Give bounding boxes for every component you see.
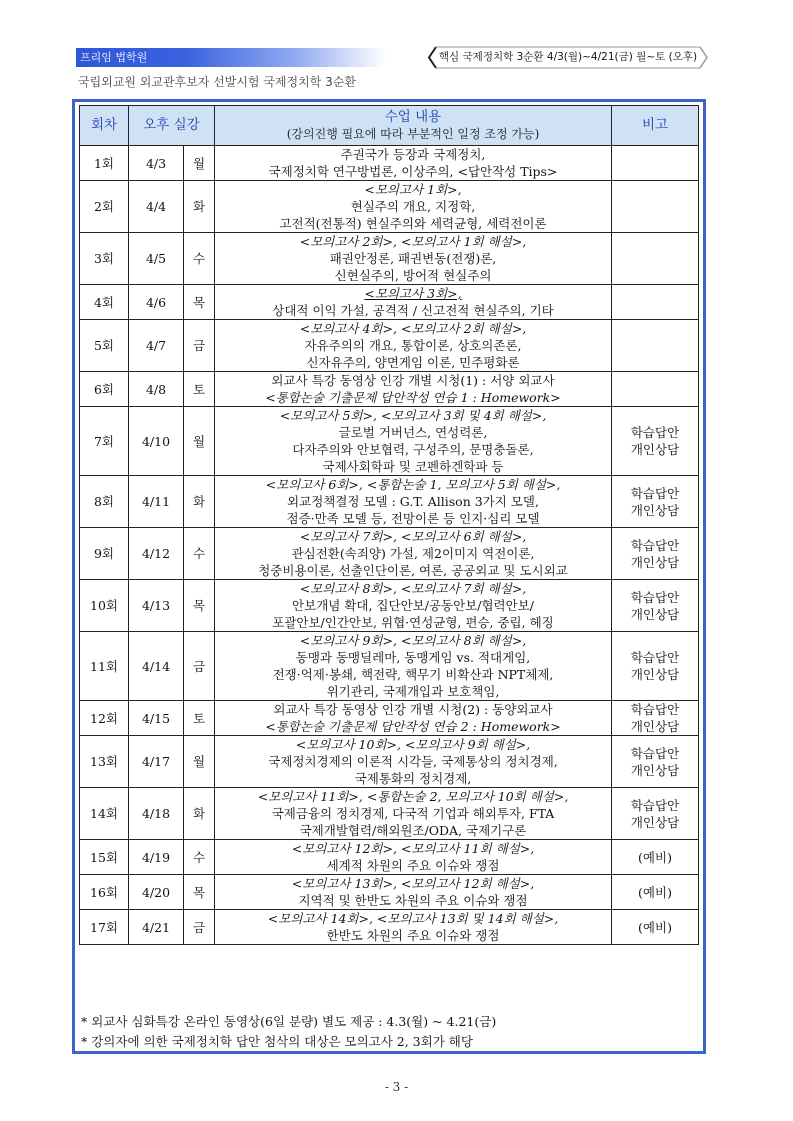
day-cell: 월 <box>184 146 215 181</box>
content-line: 전쟁·억제·봉쇄, 핵전략, 핵무기 비확산과 NPT체제, <box>272 667 554 682</box>
day-cell: 목 <box>184 285 215 320</box>
day-cell: 금 <box>184 910 215 945</box>
header-round: 회차 <box>80 106 129 146</box>
content-line: <모의고사 12회>, <모의고사 11회 해설>, <box>291 841 535 856</box>
header-remark: 비고 <box>612 106 699 146</box>
day-cell: 목 <box>184 580 215 632</box>
round-cell: 17회 <box>80 910 129 945</box>
round-cell: 8회 <box>80 476 129 528</box>
remark-cell: 학습답안 개인상담 <box>612 407 699 476</box>
table-row <box>80 580 699 632</box>
content-line: <모의고사 5회>, <모의고사 3회 및 4회 해설>, <box>279 408 547 423</box>
content-line: 청중비용이론, 선출인단이론, 여론, 공공외교 및 도시외교 <box>258 563 568 578</box>
content-line: 포괄안보/인간안보, 위협·연성균형, 편승, 중립, 헤징 <box>272 615 554 630</box>
round-cell: 7회 <box>80 407 129 476</box>
content-cell <box>215 580 612 632</box>
content-cell <box>215 476 612 528</box>
content-line: <모의고사 10회>, <모의고사 9회 해설>, <box>295 737 531 752</box>
header-content-subtitle: (강의진행 필요에 따라 부분적인 일정 조정 가능) <box>286 126 540 141</box>
date-cell: 4/5 <box>129 233 184 285</box>
remark-cell <box>612 285 699 320</box>
table-row <box>80 476 699 528</box>
content-line: 국제개발협력/해외원조/ODA, 국제기구론 <box>299 823 527 838</box>
date-cell: 4/17 <box>129 736 184 788</box>
page-subtitle: 국립외교원 외교관후보자 선발시험 국제정치학 3순환 <box>78 75 356 89</box>
date-cell: 4/14 <box>129 632 184 701</box>
table-row <box>80 910 699 945</box>
table-row <box>80 788 699 840</box>
round-cell: 3회 <box>80 233 129 285</box>
content-line: <통합논술 기출문제 답안작성 연습 1 : Homework> <box>265 390 561 405</box>
content-line: 국제금융의 정치경제, 다국적 기업과 해외투자, FTA <box>271 806 555 821</box>
content-cell <box>215 736 612 788</box>
remark-cell: 학습답안 개인상담 <box>612 580 699 632</box>
content-line: 한반도 차원의 주요 이슈와 쟁점 <box>326 928 500 943</box>
round-cell: 14회 <box>80 788 129 840</box>
round-cell: 13회 <box>80 736 129 788</box>
content-cell <box>215 528 612 580</box>
round-cell: 11회 <box>80 632 129 701</box>
remark-cell: 학습답안 개인상담 <box>612 701 699 736</box>
round-cell: 2회 <box>80 181 129 233</box>
date-cell: 4/19 <box>129 840 184 875</box>
date-cell: 4/12 <box>129 528 184 580</box>
content-line: 자유주의의 개요, 통합이론, 상호의존론, <box>304 338 522 353</box>
date-cell: 4/20 <box>129 875 184 910</box>
content-cell <box>215 788 612 840</box>
notes <box>81 1012 496 1052</box>
remark-cell: (예비) <box>612 875 699 910</box>
table-row <box>80 701 699 736</box>
content-line: 위기관리, 국제개입과 보호책임, <box>326 684 500 699</box>
date-cell: 4/8 <box>129 372 184 407</box>
content-line: 외교정책결정 모델 : G.T. Allison 3가지 모델, <box>287 494 539 509</box>
content-line: <모의고사 14회>, <모의고사 13회 및 14회 해설>, <box>267 911 559 926</box>
day-cell: 화 <box>184 788 215 840</box>
table-row <box>80 840 699 875</box>
header-content-title: 수업 내용 <box>384 108 442 125</box>
round-cell: 12회 <box>80 701 129 736</box>
day-cell: 금 <box>184 632 215 701</box>
remark-cell: 학습답안 개인상담 <box>612 632 699 701</box>
content-line: 외교사 특강 동영상 인강 개별 시청(1) : 서양 외교사 <box>271 373 555 388</box>
content-line: 상대적 이익 가설, 공격적 / 신고전적 현실주의, 기타 <box>272 303 554 318</box>
date-cell: 4/18 <box>129 788 184 840</box>
content-cell <box>215 632 612 701</box>
content-line: 관심전환(속죄양) 가설, 제2이미지 역전이론, <box>291 546 535 561</box>
content-cell <box>215 407 612 476</box>
content-line: 신현실주의, 방어적 현실주의 <box>334 268 492 283</box>
day-cell: 금 <box>184 320 215 372</box>
date-cell: 4/21 <box>129 910 184 945</box>
schedule-frame <box>72 99 706 1054</box>
table-header-row <box>80 106 699 146</box>
remark-cell <box>612 146 699 181</box>
date-cell: 4/4 <box>129 181 184 233</box>
table-row <box>80 407 699 476</box>
content-cell <box>215 910 612 945</box>
content-line: 신자유주의, 양면게임 이론, 민주평화론 <box>306 355 520 370</box>
content-line: 점증·만족 모델 등, 전망이론 등 인지·심리 모델 <box>286 511 540 526</box>
remark-cell: (예비) <box>612 840 699 875</box>
content-line: 동맹과 동맹딜레마, 동맹게임 vs. 적대게임, <box>295 650 531 665</box>
table-row <box>80 181 699 233</box>
day-cell: 화 <box>184 476 215 528</box>
content-line: 다자주의와 안보협력, 구성주의, 문명충돌론, <box>292 442 534 457</box>
content-line: 국제통화의 정치경제, <box>354 771 472 786</box>
remark-cell: 학습답안 개인상담 <box>612 736 699 788</box>
content-line: 지역적 및 한반도 차원의 주요 이슈와 쟁점 <box>298 893 528 908</box>
note-line: * 강의자에 의한 국제정치학 답안 첨삭의 대상은 모의고사 2, 3회가 해당 <box>81 1034 473 1049</box>
content-line: <모의고사 9회>, <모의고사 8회 해설>, <box>299 633 527 648</box>
content-line: 글로벌 거버넌스, 연성력론, <box>338 425 488 440</box>
remark-cell: 학습답안 개인상담 <box>612 476 699 528</box>
course-banner <box>424 46 712 69</box>
content-line: 주권국가 등장과 국제정치, <box>340 147 486 162</box>
content-cell <box>215 285 612 320</box>
round-cell: 5회 <box>80 320 129 372</box>
content-line: 국제사회학파 및 코펜하겐학파 등 <box>322 459 504 474</box>
content-line: <모의고사 7회>, <모의고사 6회 해설>, <box>299 529 527 544</box>
content-line: <모의고사 3회>, <box>364 286 462 301</box>
remark-cell: (예비) <box>612 910 699 945</box>
remark-cell: 학습답안 개인상담 <box>612 788 699 840</box>
table-row <box>80 632 699 701</box>
remark-cell <box>612 233 699 285</box>
table-row <box>80 528 699 580</box>
content-line: <모의고사 4회>, <모의고사 2회 해설>, <box>299 321 527 336</box>
day-cell: 수 <box>184 233 215 285</box>
round-cell: 4회 <box>80 285 129 320</box>
content-line: <통합논술 기출문제 답안작성 연습 2 : Homework> <box>265 719 561 734</box>
remark-cell: 학습답안 개인상담 <box>612 528 699 580</box>
course-title: 핵심 국제정치학 3순환 4/3(월)~4/21(금) 월~토 (오후) <box>438 51 698 63</box>
content-line: <모의고사 1회>, <box>364 182 462 197</box>
content-cell <box>215 372 612 407</box>
day-cell: 월 <box>184 736 215 788</box>
remark-cell <box>612 320 699 372</box>
day-cell: 수 <box>184 840 215 875</box>
date-cell: 4/11 <box>129 476 184 528</box>
content-cell <box>215 701 612 736</box>
academy-badge: 프리임 법학원 <box>76 48 386 67</box>
round-cell: 16회 <box>80 875 129 910</box>
date-cell: 4/6 <box>129 285 184 320</box>
date-cell: 4/13 <box>129 580 184 632</box>
remark-cell <box>612 372 699 407</box>
note-line: * 외교사 심화특강 온라인 동영상(6일 분량) 별도 제공 : 4.3(월) ~ 4.21(금) <box>81 1014 497 1029</box>
content-line: 고전적(전통적) 현실주의와 세력균형, 세력전이론 <box>279 216 547 231</box>
table-row <box>80 320 699 372</box>
remark-cell <box>612 181 699 233</box>
table-row <box>80 146 699 181</box>
date-cell: 4/10 <box>129 407 184 476</box>
content-line: 국제정치경제의 이론적 시각들, 국제통상의 정치경제, <box>268 754 558 769</box>
day-cell: 월 <box>184 407 215 476</box>
content-cell <box>215 875 612 910</box>
content-line: <모의고사 13회>, <모의고사 12회 해설>, <box>291 876 535 891</box>
day-cell: 화 <box>184 181 215 233</box>
date-cell: 4/15 <box>129 701 184 736</box>
table-row <box>80 233 699 285</box>
day-cell: 목 <box>184 875 215 910</box>
table-row <box>80 285 699 320</box>
date-cell: 4/3 <box>129 146 184 181</box>
round-cell: 6회 <box>80 372 129 407</box>
content-line: <모의고사 8회>, <모의고사 7회 해설>, <box>299 581 527 596</box>
page-number: - 3 - <box>384 1080 409 1094</box>
content-cell <box>215 181 612 233</box>
round-cell: 10회 <box>80 580 129 632</box>
table-row <box>80 372 699 407</box>
day-cell: 토 <box>184 701 215 736</box>
content-cell <box>215 840 612 875</box>
content-cell <box>215 320 612 372</box>
content-line: <모의고사 11회>, <통합논술 2, 모의고사 10회 해설>, <box>257 789 569 804</box>
content-cell <box>215 233 612 285</box>
day-cell: 토 <box>184 372 215 407</box>
content-line: <모의고사 2회>, <모의고사 1회 해설>, <box>299 234 527 249</box>
date-cell: 4/7 <box>129 320 184 372</box>
content-line: 패권안정론, 패권변동(전쟁)론, <box>329 251 497 266</box>
table-row <box>80 736 699 788</box>
schedule-table <box>79 105 699 945</box>
content-line: 안보개념 확대, 집단안보/공동안보/협력안보/ <box>292 598 534 613</box>
round-cell: 9회 <box>80 528 129 580</box>
content-line: 국제정치학 연구방법론, 이상주의, <답안작성 Tips> <box>268 164 558 179</box>
table-row <box>80 875 699 910</box>
content-line: 현실주의 개요, 지정학, <box>350 199 476 214</box>
round-cell: 1회 <box>80 146 129 181</box>
header-date-day: 오후 실강 <box>129 106 215 146</box>
content-line: 외교사 특강 동영상 인강 개별 시청(2) : 동양외교사 <box>273 702 553 717</box>
content-line: 세계적 차원의 주요 이슈와 쟁점 <box>326 858 500 873</box>
round-cell: 15회 <box>80 840 129 875</box>
day-cell: 수 <box>184 528 215 580</box>
content-line: <모의고사 6회>, <통합논술 1, 모의고사 5회 해설>, <box>265 477 561 492</box>
header-content <box>215 106 612 146</box>
content-cell <box>215 146 612 181</box>
